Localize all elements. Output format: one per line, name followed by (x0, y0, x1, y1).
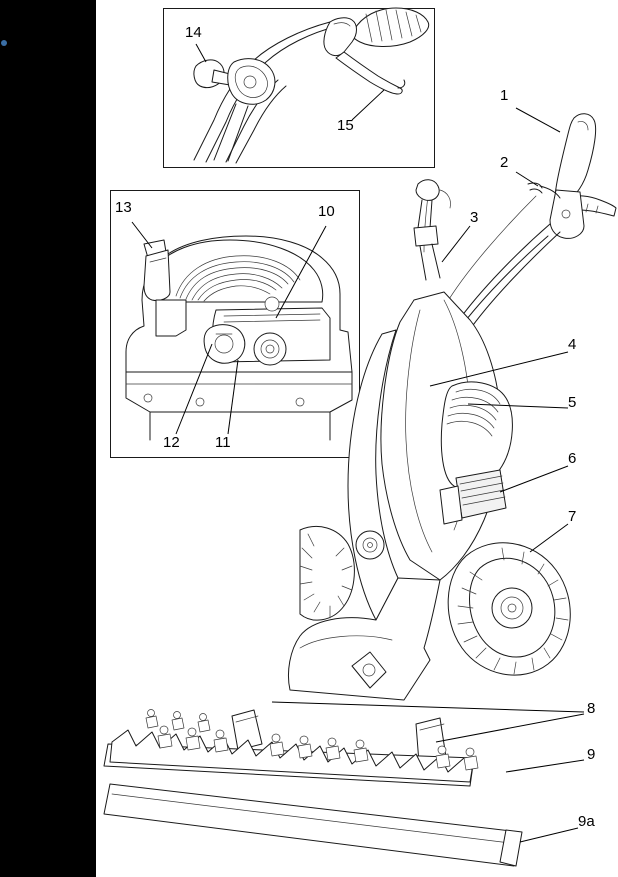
callout-5: 5 (568, 394, 577, 411)
callout-7: 7 (568, 508, 577, 525)
callout-9: 9 (587, 746, 596, 763)
callout-12: 12 (163, 434, 180, 451)
callout-10: 10 (318, 203, 335, 220)
callout-1: 1 (500, 87, 509, 104)
callout-14: 14 (185, 24, 202, 41)
callout-15: 15 (337, 117, 354, 134)
left-margin-bar (0, 0, 96, 877)
callout-8: 8 (587, 700, 596, 717)
engine-detail-inset-box (110, 190, 360, 458)
callout-3: 3 (470, 209, 479, 226)
callout-4: 4 (568, 336, 577, 353)
handlebar-control-inset-box (163, 8, 435, 168)
callout-2: 2 (500, 154, 509, 171)
margin-dot-marker (1, 40, 7, 46)
callout-6: 6 (568, 450, 577, 467)
callout-9a: 9a (578, 813, 595, 830)
callout-11: 11 (215, 434, 231, 451)
callout-13: 13 (115, 199, 132, 216)
